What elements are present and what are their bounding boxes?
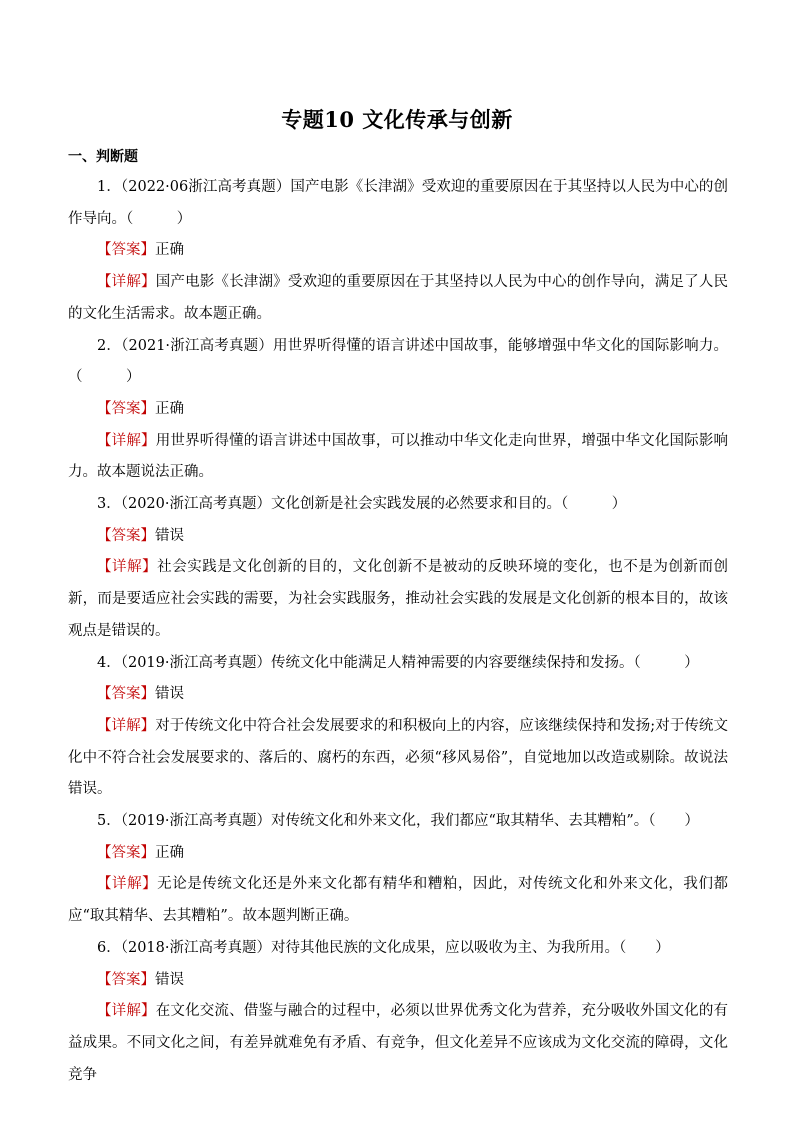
- question-stem: 1．（2022·06浙江高考真题）国产电影《长津湖》受欢迎的重要原因在于其坚持以人民为中心的创作导向。（ ）: [68, 179, 728, 227]
- answer-line: [68, 679, 728, 711]
- answer-value: 正确: [155, 242, 184, 259]
- answer-label: 【答案】: [97, 400, 155, 417]
- answer-line: [68, 235, 728, 267]
- detail-label: 【详解】: [97, 1003, 156, 1020]
- detail-label: 【详解】: [97, 559, 158, 576]
- detail-label: 【详解】: [97, 717, 156, 734]
- question-stem: 5．（2019·浙江高考真题）对传统文化和外来文化，我们都应“取其精华、去其糟粕”。（ ）: [97, 813, 700, 830]
- detail-line: [68, 552, 728, 647]
- question-4: [68, 648, 728, 807]
- detail-label: 【详解】: [97, 274, 156, 291]
- answer-value: 错误: [155, 527, 184, 544]
- answer-value: 错误: [155, 971, 184, 988]
- question-stem: 2．（2021·浙江高考真题）用世界听得懂的语言讲述中国故事，能够增强中华文化的国际影响力。（ ）: [68, 337, 728, 386]
- detail-line: [68, 869, 728, 932]
- detail-text: 对于传统文化中符合社会发展要求的和积极向上的内容，应该继续保持和发扬;对于传统文化中不符合社会发展要求的、落后的、腐朽的东西，必须“移风易俗”，自觉地加以改造或剔除。故说法错误。: [68, 717, 728, 798]
- answer-line: [68, 394, 728, 426]
- answer-value: 错误: [155, 686, 184, 703]
- question-2: [68, 331, 728, 490]
- section-heading: 一、判断题: [68, 149, 138, 165]
- detail-label: 【详解】: [97, 432, 156, 449]
- answer-label: 【答案】: [97, 686, 155, 703]
- answer-label: 【答案】: [97, 242, 155, 259]
- answer-line: [68, 838, 728, 870]
- answer-line: [68, 521, 728, 553]
- answer-value: 正确: [155, 400, 184, 417]
- detail-line: [68, 711, 728, 806]
- answer-label: 【答案】: [97, 844, 155, 861]
- answer-value: 正确: [155, 844, 184, 861]
- detail-text: 用世界听得懂的语言讲述中国故事，可以推动中华文化走向世界，增强中华文化国际影响力。故本题说法正确。: [68, 432, 729, 481]
- answer-label: 【答案】: [97, 971, 155, 988]
- question-stem: 3．（2020·浙江高考真题）文化创新是社会实践发展的必然要求和目的。（ ）: [97, 496, 627, 513]
- question-stem: 4．（2019·浙江高考真题）传统文化中能满足人精神需要的内容要继续保持和发扬。（ ）: [97, 654, 699, 671]
- question-6: [68, 933, 728, 1092]
- detail-line: [68, 267, 728, 330]
- page-title: 专题10 文化传承与创新: [281, 107, 513, 132]
- question-3: [68, 489, 728, 648]
- detail-line: [68, 426, 728, 489]
- detail-line: [68, 996, 728, 1091]
- question-list: [68, 172, 728, 1091]
- question-stem: 6．（2018·浙江高考真题）对待其他民族的文化成果，应以吸收为主、为我所用。（ ）: [97, 939, 670, 956]
- question-1: [68, 172, 728, 331]
- detail-text: 社会实践是文化创新的目的，文化创新不是被动的反映环境的变化，也不是为创新而创新，而是要适应社会实践的需要，为社会实践服务，推动社会实践的发展是文化创新的根本目的，故该观点是错误的。: [68, 559, 729, 639]
- detail-text: 国产电影《长津湖》受欢迎的重要原因在于其坚持以人民为中心的创作导向，满足了人民的文化生活需求。故本题正确。: [68, 274, 729, 322]
- detail-label: 【详解】: [97, 876, 158, 893]
- answer-label: 【答案】: [97, 527, 155, 544]
- question-5: [68, 806, 728, 933]
- detail-text: 在文化交流、借鉴与融合的过程中，必须以世界优秀文化为营养，充分吸收外国文化的有益成果。不同文化之间，有差异就难免有矛盾、有竞争，但文化差异不应该成为文化交流的障碍，文化竞争: [68, 1003, 729, 1083]
- detail-text: 无论是传统文化还是外来文化都有精华和糟粕，因此，对传统文化和外来文化，我们都应“取其精华、去其糟粕”。故本题判断正确。: [68, 876, 729, 925]
- answer-line: [68, 965, 728, 997]
